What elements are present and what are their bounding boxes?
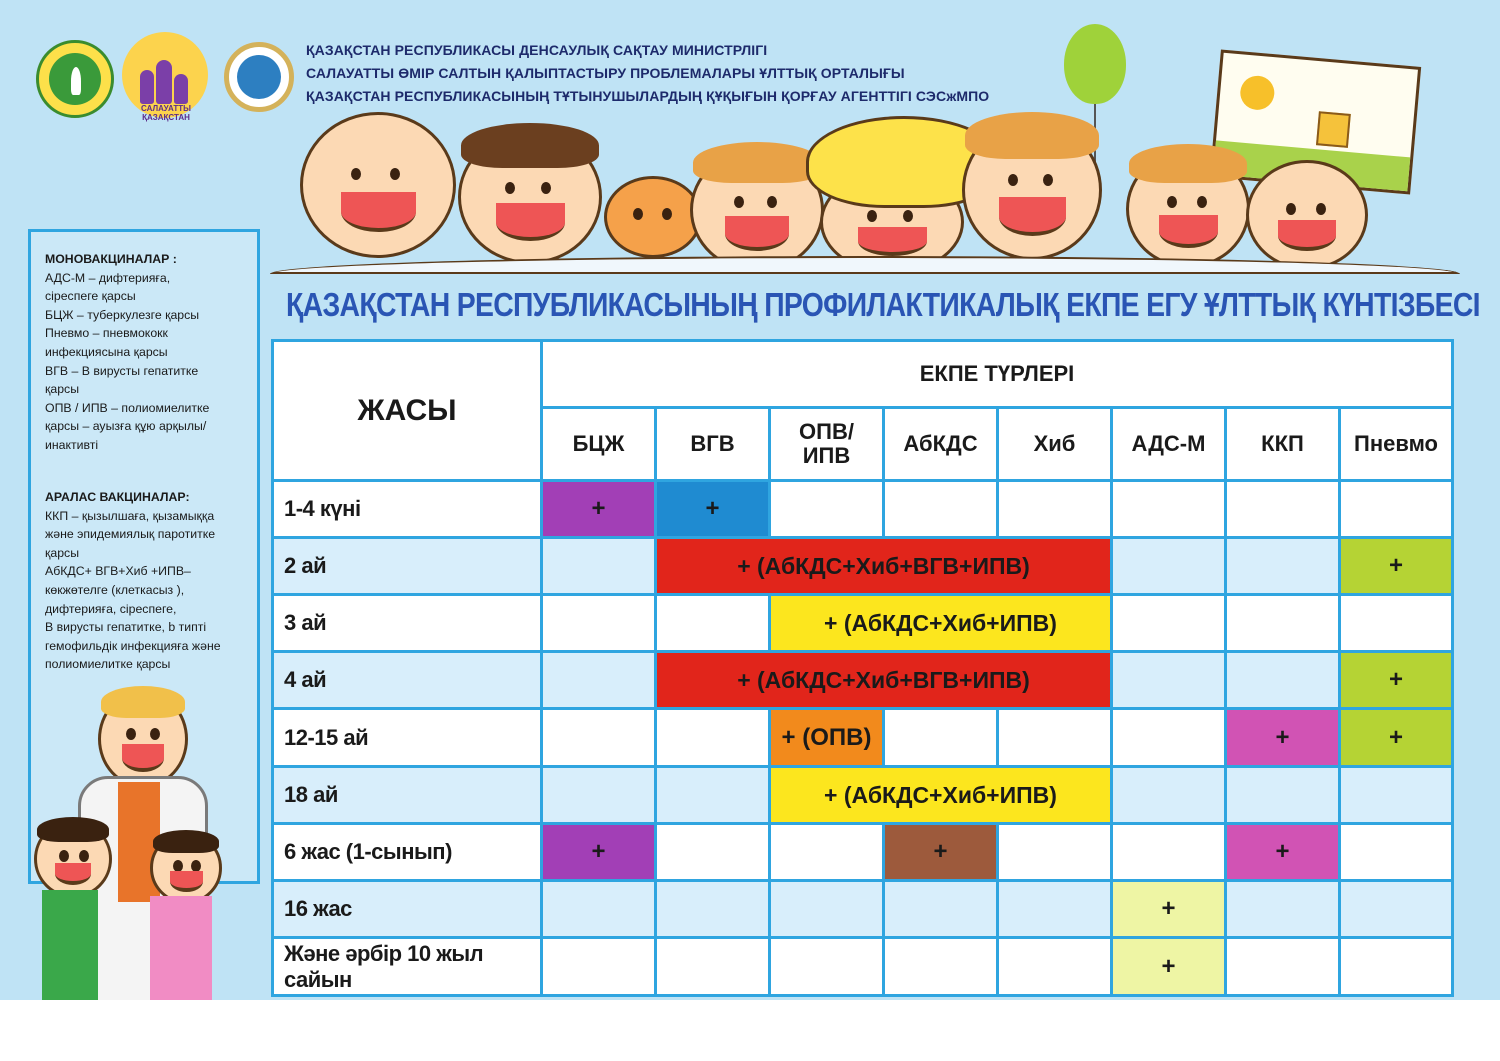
empty-cell bbox=[884, 709, 998, 767]
kid-face-1 bbox=[300, 112, 456, 258]
empty-cell bbox=[1340, 595, 1453, 652]
empty-cell bbox=[1112, 709, 1226, 767]
age-cell: 16 жас bbox=[273, 881, 542, 938]
vaccine-types-header: ЕКПЕ ТҮРЛЕРІ bbox=[542, 341, 1453, 408]
ministry-logo bbox=[36, 40, 114, 118]
age-cell: Және әрбір 10 жыл сайын bbox=[273, 938, 542, 996]
empty-cell bbox=[1226, 481, 1340, 538]
legend-line: қарсы – ауызға құю арқылы/ bbox=[45, 419, 207, 434]
cat-face bbox=[604, 176, 702, 258]
age-cell: 2 ай bbox=[273, 538, 542, 595]
table-row bbox=[273, 881, 1453, 938]
empty-cell bbox=[770, 824, 884, 881]
legend-line: полиомиелитке қарсы bbox=[45, 657, 171, 672]
empty-cell bbox=[884, 938, 998, 996]
empty-cell bbox=[1340, 938, 1453, 996]
age-column-header: ЖАСЫ bbox=[273, 341, 542, 481]
vaccine-mark: + bbox=[1112, 881, 1226, 938]
empty-cell bbox=[1226, 767, 1340, 824]
girl-face bbox=[150, 832, 222, 904]
vaccine-mark: + (АбКДС+Хиб+ИПВ) bbox=[770, 595, 1112, 652]
table-row bbox=[273, 595, 1453, 652]
table-row bbox=[273, 481, 1453, 538]
table-row bbox=[273, 824, 1453, 881]
agency-emblem-icon bbox=[237, 55, 281, 99]
table-row bbox=[273, 938, 1453, 996]
empty-cell bbox=[1226, 881, 1340, 938]
legend-line: АДС-М – дифтерияға, bbox=[45, 270, 171, 285]
page-title: ҚАЗАҚСТАН РЕСПУБЛИКАСЫНЫҢ ПРОФИЛАКТИКАЛЫҚ ЕКПЕ ЕГУ ҰЛТТЫҚ КҮНТІЗБЕСІ bbox=[286, 286, 1480, 323]
empty-cell bbox=[1112, 595, 1226, 652]
empty-cell bbox=[542, 709, 656, 767]
empty-cell bbox=[884, 881, 998, 938]
vaccine-mark: + (ОПВ) bbox=[770, 709, 884, 767]
empty-cell bbox=[542, 652, 656, 709]
vaccine-mark: + bbox=[1340, 652, 1453, 709]
age-cell: 4 ай bbox=[273, 652, 542, 709]
table-row bbox=[273, 767, 1453, 824]
empty-cell bbox=[656, 709, 770, 767]
vaccine-mark: + (АбКДС+Хиб+ВГВ+ИПВ) bbox=[656, 652, 1112, 709]
vaccination-table bbox=[271, 339, 1454, 997]
empty-cell bbox=[1112, 767, 1226, 824]
legend-combo bbox=[45, 488, 259, 674]
vaccine-mark: + bbox=[1226, 824, 1340, 881]
empty-cell bbox=[656, 938, 770, 996]
legend-line: қарсы bbox=[45, 545, 80, 560]
vaccine-mark: + bbox=[542, 481, 656, 538]
header-line-ministry: ҚАЗАҚСТАН РЕСПУБЛИКАСЫ ДЕНСАУЛЫҚ САҚТАУ МИНИСТРЛІГІ bbox=[306, 42, 768, 58]
legend-line: В вирусты гепатитке, b типті bbox=[45, 620, 207, 635]
healthy-kazakhstan-logo bbox=[122, 32, 208, 122]
vaccine-mark: + bbox=[1112, 938, 1226, 996]
empty-cell bbox=[998, 824, 1112, 881]
empty-cell bbox=[1112, 824, 1226, 881]
age-cell: 6 жас (1-сынып) bbox=[273, 824, 542, 881]
kid-face-5 bbox=[962, 120, 1102, 260]
logo-emblem-icon bbox=[49, 53, 101, 105]
legend-line: көкжөтелге (клеткасыз ), bbox=[45, 582, 185, 597]
vaccine-header: ККП bbox=[1226, 408, 1340, 481]
empty-cell bbox=[1112, 652, 1226, 709]
vaccine-header: АДС-М bbox=[1112, 408, 1226, 481]
legend-line: Пневмо – пневмококк bbox=[45, 326, 168, 341]
agency-logo bbox=[224, 42, 294, 112]
empty-cell bbox=[770, 938, 884, 996]
table-row bbox=[273, 709, 1453, 767]
legend-line: гемофильдік инфекцияға және bbox=[45, 638, 221, 653]
empty-cell bbox=[998, 938, 1112, 996]
empty-cell bbox=[656, 767, 770, 824]
vaccine-mark: + (АбКДС+Хиб+ВГВ+ИПВ) bbox=[656, 538, 1112, 595]
vaccine-mark: + bbox=[1340, 538, 1453, 595]
vaccine-mark: + bbox=[884, 824, 998, 881]
empty-cell bbox=[1226, 652, 1340, 709]
legend-line: қарсы bbox=[45, 382, 80, 397]
empty-cell bbox=[1340, 767, 1453, 824]
table-row bbox=[273, 652, 1453, 709]
logo-caption: САЛАУАТТЫ ҚАЗАҚСТАН bbox=[141, 104, 191, 122]
age-cell: 12-15 ай bbox=[273, 709, 542, 767]
legend-line: АбКДС+ ВГВ+Хиб +ИПВ– bbox=[45, 564, 191, 579]
legend-line: ККП – қызылшаға, қызамыққа bbox=[45, 508, 215, 523]
vaccine-header: АбКДС bbox=[884, 408, 998, 481]
empty-cell bbox=[1226, 938, 1340, 996]
empty-cell bbox=[998, 881, 1112, 938]
kid-face-7 bbox=[1246, 160, 1368, 270]
empty-cell bbox=[1340, 881, 1453, 938]
age-cell: 3 ай bbox=[273, 595, 542, 652]
legend-line: БЦЖ – туберкулезге қарсы bbox=[45, 307, 200, 322]
legend-mono-heading: МОНОВАКЦИНАЛАР : bbox=[45, 252, 177, 266]
header-line-center: САЛАУАТТЫ ӨМІР САЛТЫН ҚАЛЫПТАСТЫРУ ПРОБЛЕМАЛАРЫ ҰЛТТЫҚ ОРТАЛЫҒЫ bbox=[306, 65, 905, 81]
empty-cell bbox=[770, 881, 884, 938]
empty-cell bbox=[998, 481, 1112, 538]
legend-line: инфекциясына қарсы bbox=[45, 344, 168, 359]
legend-line: және эпидемиялық паротитке bbox=[45, 527, 216, 542]
empty-cell bbox=[1340, 481, 1453, 538]
vaccine-header: Хиб bbox=[998, 408, 1112, 481]
empty-cell bbox=[542, 767, 656, 824]
age-cell: 1-4 күні bbox=[273, 481, 542, 538]
legend-mono bbox=[45, 250, 259, 455]
empty-cell bbox=[998, 709, 1112, 767]
legend-line: инактивті bbox=[45, 437, 99, 452]
legend-combo-heading: АРАЛАС ВАКЦИНАЛАР: bbox=[45, 490, 190, 504]
legend-line: ОПВ / ИПВ – полиомиелитке bbox=[45, 400, 210, 415]
empty-cell bbox=[1340, 824, 1453, 881]
empty-cell bbox=[542, 538, 656, 595]
empty-cell bbox=[1112, 538, 1226, 595]
empty-cell bbox=[542, 595, 656, 652]
empty-cell bbox=[542, 938, 656, 996]
empty-cell bbox=[656, 595, 770, 652]
header-line-agency: ҚАЗАҚСТАН РЕСПУБЛИКАСЫНЫҢ ТҰТЫНУШЫЛАРДЫҢ ҚҰҚЫҒЫН ҚОРҒАУ АГЕНТТІГІ СЭСжМПО bbox=[306, 88, 990, 104]
vaccine-header: ОПВ/ ИПВ bbox=[770, 408, 884, 481]
boy-shirt bbox=[42, 890, 98, 1000]
vaccine-header: Пневмо bbox=[1340, 408, 1453, 481]
vaccine-mark: + bbox=[656, 481, 770, 538]
empty-cell bbox=[656, 881, 770, 938]
girl-dress bbox=[150, 896, 212, 1000]
kid-face-2 bbox=[458, 130, 602, 264]
legend-line: сіреспеге қарсы bbox=[45, 289, 136, 304]
empty-cell bbox=[1226, 538, 1340, 595]
age-cell: 18 ай bbox=[273, 767, 542, 824]
vaccine-mark: + (АбКДС+Хиб+ИПВ) bbox=[770, 767, 1112, 824]
vaccine-mark: + bbox=[1340, 709, 1453, 767]
vaccine-header: БЦЖ bbox=[542, 408, 656, 481]
empty-cell bbox=[1112, 481, 1226, 538]
empty-cell bbox=[884, 481, 998, 538]
empty-cell bbox=[1226, 595, 1340, 652]
kid-face-6 bbox=[1126, 150, 1250, 268]
vaccine-header: ВГВ bbox=[656, 408, 770, 481]
table-row bbox=[273, 538, 1453, 595]
vaccine-mark: + bbox=[1226, 709, 1340, 767]
empty-cell bbox=[770, 481, 884, 538]
boy-face bbox=[34, 820, 112, 898]
vaccine-mark: + bbox=[542, 824, 656, 881]
balloon-icon bbox=[1064, 24, 1126, 104]
legend-line: ВГВ – В вирусты гепатитке bbox=[45, 363, 199, 378]
doctor-face bbox=[98, 690, 188, 788]
empty-cell bbox=[542, 881, 656, 938]
legend-line: дифтерияға, сіреспеге, bbox=[45, 601, 177, 616]
empty-cell bbox=[656, 824, 770, 881]
kid-face-3 bbox=[690, 148, 824, 272]
